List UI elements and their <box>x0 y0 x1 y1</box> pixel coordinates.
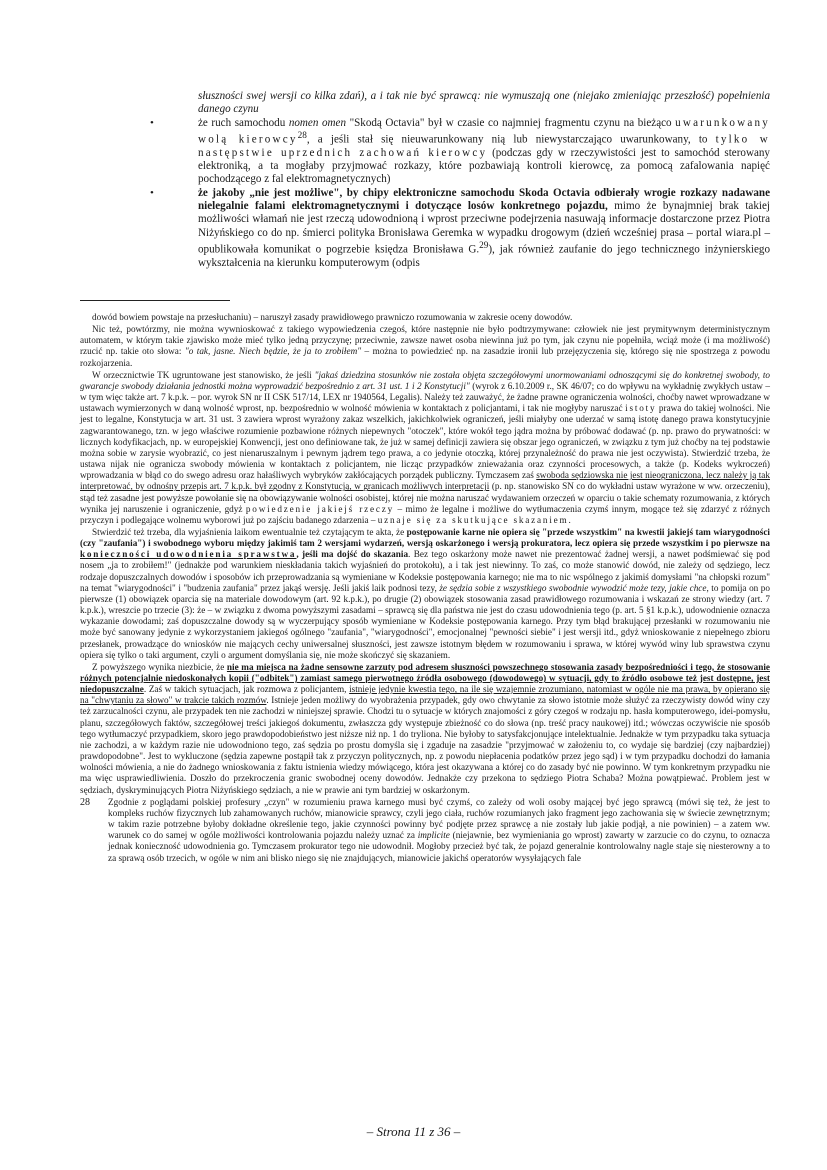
footnote-number: 28 <box>80 796 90 808</box>
footnote-ref-29: 29 <box>479 240 489 251</box>
bullet-item-1: • że ruch samochodu nomen omen "Skodą Octavia" był w czasie co najmniej fragmentu czynu na bieżąco uwarunkowany wolą kierowcy$^{28}$, a jeśli stał się nieuwarunkowany nią lub niewystarczająco uwarunkowany, to tylko w następstwie uprzednich zachowań kierowcy (podczas gdy w rzeczywistości jest to samochód sterowany elektroniką, a ta mogłaby przyjmować rozkazy, które pozbawiają kontroli kierowcę, za pomocą zafalowania napięć pochodzącego z fal elektromagnetycznych) <box>150 116 770 186</box>
bullet-item-2: • że jakoby „nie jest możliwe", by chipy elektroniczne samochodu Skoda Octavia odbierały wrogie rozkazy nadawane nielegalnie falami elektromagnetycznymi i dotyczące losów konkretnego pojazdu, mimo że bynajmniej brak takiej możliwości włamań nie jest rzeczą udowodnioną i wprost przeciwne podejrzenia nasuwają informacje dostarczone przez Piotra Niżyńskiego co do np. śmierci polityka Bronisława Geremka w wypadku drogowym (dzień wcześniej prasa – portal wiara.pl – opublikowała komunikat o pogrzebie księdza Bronisława G.$^{29}$), jak również zaufanie do jego technicznego inżynierskiego wykształcenia na kierunku komputerowym (odpis <box>150 186 770 269</box>
main-text <box>150 90 770 270</box>
footnote-paragraph: Z powyższego wynika niezbicie, że nie ma miejsca na żadne sensowne zarzuty pod adresem słuszności powszechnego stosowania zasady bezpośredniości i tego, że stosowanie różnych potencjalnie niedoskonałych kopii ("odbitek") zamiast samego pierwotnego źródła osobowego (dowodowego) w sytuacji, gdy to źródło osobowe też jest dostępne, jest niedopuszczalne. Zaś w takich sytuacjach, jak rozmowa z policjantem, istnieje jedynie kwestia tego, na ile się wzajemnie zrozumiano, natomiast w ogóle nie ma prawa, by opierano się na "chwytaniu za słowo" w trakcie takich rozmów. Istnieje jeden możliwy do wyobrażenia przypadek, gdy owo chwytanie za słowo istotnie może służyć za rzeczywisty dowód winy czy też zarzucalności czynu, ale przypadek ten nie zachodzi w niniejszej sprawie. Chodzi tu o sytuacje w których znajomości z góry czegoś w rodzaju np. hasła komputerowego, idei-pomysłu, planu, szczegółowych faktów, szczegółowej treści jakiegoś dokumentu, zwłaszcza gdy występuje zbieżność co do słowa (np. treść pracy naukowej) itd.; wówczas oczywiście nie sposób tego wytłumaczyć przypadkiem, skoro jego prawdopodobieństwo jest niższe niż np. 1 do tryliona. Nie byłoby to satysfakcjonujące intelektualnie. Jednakże w tym przypadku taka sytuacja nie zachodzi, a w każdym razie nie udowodniono tego, zaś sędzia po prostu domyśla się i zgaduje na zasadzie "przyjmować w założeniu to, co wydaje się bardziej (czy najbardziej) prawdopodobne". Jest to wykluczone (sędzia zapewne postąpił tak z przyczyn politycznych, np. z powodu niepłacenia podatków przez jego sąd) i w tym przypadku dochodzi do łamania wolności mówienia, a nie do żadnego wnioskowania z faktu istnienia wiedzy mówiącego, która jest okazywana a której co do zasady być nie powinno. W tym konkretnym przypadku nie ma więc usprawiedliwienia. Doszło do przekroczenia granic swobodnej oceny dowodów. Jednakże czy przekona to sędziego Piotra Schaba? Można powątpiewać. Problem jest w sędziach, dyskryminujących Piotra Niżyńskiego sędziach, a nie w prawie ani tym bardziej w oskarżonym. <box>80 661 770 795</box>
footnote-28: 28 Zgodnie z poglądami polskiej profesury „czyn" w rozumieniu prawa karnego musi być czymś, co zależy od woli osoby mającej być jego sprawcą (mówi się też, że jest to kompleks ruchów fizycznych lub zahamowanych ruchów, mianowicie sprawcy, czyli jego ciała, ruchów rozumianych jako fragment jego zachowania się w świecie zewnętrznym; w takim razie potrzebne byłoby dokładne określenie tego, jakie czynności powinny być podjęte przez sprawcę a nie zostały lub jakie podjął, a nie powinien) – a zatem ww. warunek co do samej w ogóle możliwości kontrolowania pojazdu należy uznać za implicite (niejawnie, bez wymieniania go wprost) zawarty w zarzucie co do czynu, to oznacza jednak konieczność udowodnienia go. Tymczasem prokurator tego nie udowodnił. Mogłoby przecież być tak, że pojazd generalnie kontrolowalny nagle staje się niesterowny a to za sprawą osób trzecich, w ogóle w nim ani blisko niego się nie znajdujących, mianowicie jakichś operatorów wysyłających fale <box>80 796 771 863</box>
bullet-icon: • <box>150 186 154 199</box>
page-number: – Strona 11 z 36 – <box>366 1124 461 1139</box>
bullet-icon: • <box>150 116 154 129</box>
footnote-paragraph: Nic też, powtórzmy, nie można wywnioskować z takiego wypowiedzenia czegoś, które następnie nie było podtrzymywane: człowiek nie jest prymitywnym deterministycznym automatem, w którym takie zjawisko może mieć tylko jedną przyczynę; przeciwnie, zawsze nawet osoba niewinna już po tym, jak czynu nie popełniła, wciąż może (i ma możliwość) rzucić np. takie oto słowa: "o tak, jasne. Niech będzie, że ja to zrobiłem" – można to powiedzieć np. na zasadzie ironii lub przejęzyczenia się, którego się nie spostrzega z powodu rozkojarzenia. <box>80 324 770 368</box>
footnote-separator <box>80 300 230 301</box>
footnote-paragraph: W orzecznictwie TK ugruntowane jest stanowisko, że jeśli "jakaś dziedzina stosunków nie została objęta szczegółowymi unormowaniami odnoszącymi się do konkretnej swobody, to gwarancje swobody działania jednostki można wyprowadzić bezpośrednio z art. 31 ust. 1 i 2 Konstytucji" (wyrok z 6.10.2009 r., SK 46/07; co do wpływu na wykładnię zwykłych ustaw – w tym więc także art. 7 k.p.k. – por. wyrok SN nr II CSK 517/14, LEX nr 1940564, Legalis). Należy też zauważyć, że żadne prawne ograniczenia wolności, choćby nawet wprowadzane w ustawach wymierzonych w daną wolność wprost, np. bezpośrednio w wolność mówienia w kontaktach z policjantami, i tak nie mogłyby naruszać istoty prawa do takiej wolności. Nie jest to legalne, Konstytucja w art. 31 ust. 3 zawiera wprost wyrażony zakaz wszelkich, jakichkolwiek ograniczeń, jeśli miałyby one uderzać w samą istotę danego prawa konstytucyjnie zagwarantowanego, tzn. w jego właściwe rozumienie pozbawione różnych niepewnych "otoczek", które wokół tego jądra można by próbować dodawać (p. np. prawo do prywatności: w licznych kodyfikacjach, np. w europejskiej Konwencji, jest ono definiowane tak, że już w samej definicji zawiera się obszar jego ograniczeń, w związku z tym już choćby na tej podstawie można sobie w zarysie wyobrazić, co jest nienaruszalnym i pewnym jądrem tego prawa, a co jedynie otoczką, której przynależność do prawa nie jest oczywista). Stwierdzić trzeba, że ustawa nijak nie ogranicza swobody mówienia w kontaktach z policjantem, nie licząc przypadków znieważania oraz czynności procesowych, a także (p. Kodeks wykroczeń) wprowadzania w błąd co do swego adresu oraz hałaśliwych wybryków zakłócających porządek publiczny. Tymczasem zaś swoboda sędziowska nie jest nieograniczona, lecz należy ją tak interpretować, by odnośny przepis art. 7 k.p.k. był zgodny z Konstytucją, w granicach możliwych interpretacji (p. np. stanowisko SN co do wykładni ustaw wyrażone w ww. orzeczeniu), stąd też zasadne jest powyższe powołanie się na obowiązywanie wolności osobistej, której nie można naruszać wydawaniem orzeczeń w oparciu o takie schematy rozumowania, z których wynika jej naruszenie i ograniczenie, gdyż powiedzenie jakiejś rzeczy – mimo że legalne i możliwe do wytłumaczenia czymś innym, mogące też się zdarzyć z różnych przyczyn i podlegające wolnemu wyborowi już po zajściu badanego zdarzenia – uznaje się za skutkujące skazaniem. <box>80 369 770 525</box>
footnote-ref-28: 28 <box>297 130 307 141</box>
footnotes <box>80 312 770 865</box>
footnote-paragraph: Stwierdzić też trzeba, dla wyjaśnienia laikom ewentualnie też czytającym te akta, że postępowanie karne nie opiera się "przede wszystkim" na kwestii jakiejś tam wiarygodności (czy "zaufania") i swobodnego wyboru między jakimiś tam 2 wersjami wydarzeń, wersją oskarżonego i wersją prokuratora, lecz opiera się przede wszystkim i po pierwsze na konieczności udowodnienia sprawstwa, jeśli ma dojść do skazania. Bez tego oskarżony może nawet nie prezentować żadnej wersji, a nawet podśmiewać się pod nosem „ja to zrobiłem!" (jednakże pod warunkiem nieskładania takich wyjaśnień do protokołu), a i tak jest niewinny. To zaś, co może stanowić dowód, nie zależy od sędziego, lecz rodzaje dopuszczalnych dowodów i sposobów ich przeprowadzania są wymieniane w Kodeksie postępowania karnego; nie ma to nic wspólnego z jakimiś domysłami "na chłopski rozum" na temat "wiarygodności" i "budzenia zaufania" przez jakąś wersję. Jeśli jakiś laik podnosi tezy, że sędzia sobie z wszystkiego swobodnie wywodzić może tezy, jakie chce, to pomija on po pierwsze (1) obowiązek oparcia się na materiale dowodowym (art. 92 k.p.k.), po drugie (2) obowiązek stosowania zasad prawidłowego rozumowania i wskazań ze strony wiedzy (art. 7 k.p.k.), wreszcie po trzecie (3): że – w związku z dwoma powyższymi zasadami – sprawcą się dla państwa nie jest do czasu udowodnienia tego (p. art. 5 §1 k.p.k.), udowodnienie oznacza wykazanie dowodami; zaś dopuszczalne dowody są w wyczerpujący sposób wymieniane w Kodeksie postępowania karnego. Przy tym błąd brakującej przesłanki w rozumowaniu nie może być sanowany jedynie z wykorzystaniem jakiegoś ogólnego "zaufania", "wiarygodności", emocjonalnej "pewności siebie" i jest wersji itd., gdyż wnioskowanie z niepełnego zbioru przesłanek, prowadzące do wniosków nie mających cechy uniwersalnej słuszności, jest zawsze istotnym błędem w rozumowaniu i sprawa, w której wywód winy lub sprawstwa czynu opiera się tylko o taki argument, czyli o argument domyślania się, nie może skończyć się skazaniem. <box>80 526 770 660</box>
continuation-text: słuszności swej wersji co kilka zdań), a i tak nie być sprawcą: nie wymuszają one (niejako zmieniając przeszłość) popełnienia danego czynu <box>198 90 770 116</box>
footnote-paragraph: dowód bowiem powstaje na przesłuchaniu) – naruszył zasady prawidłowego prawniczo rozumowania w zakresie oceny dowodów. <box>92 312 573 322</box>
